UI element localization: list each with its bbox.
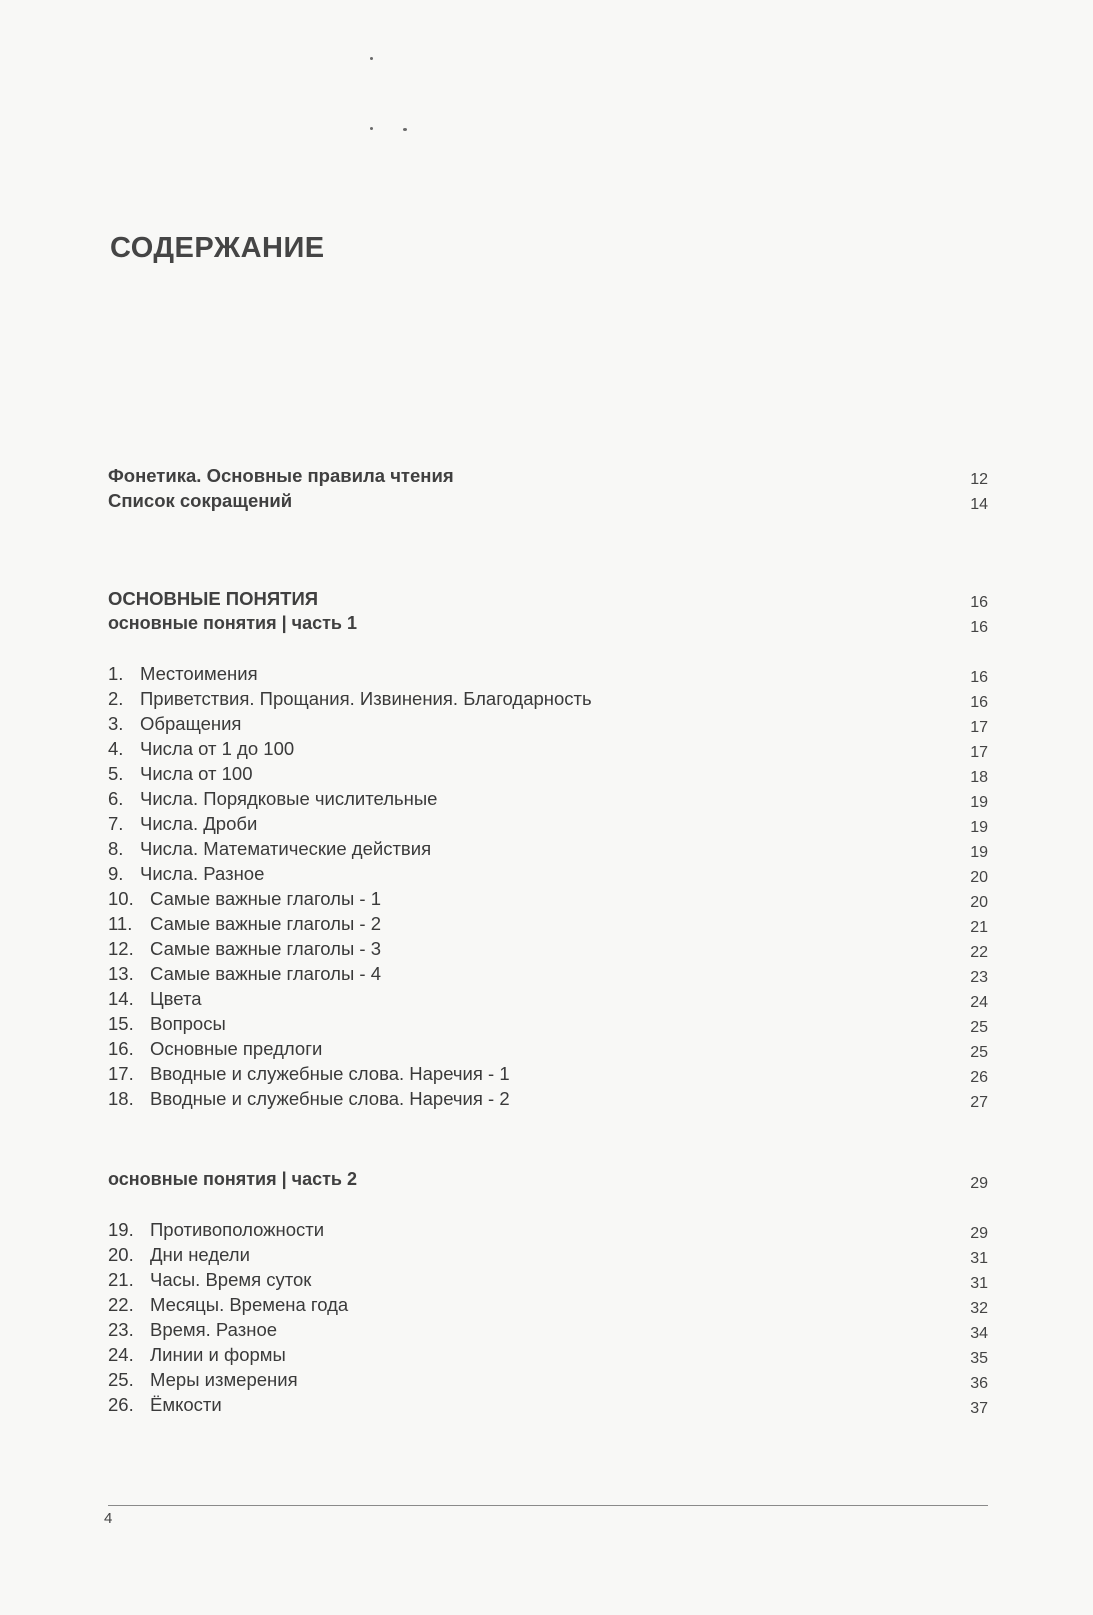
toc-entry-page: 21 bbox=[970, 919, 988, 936]
toc-entry bbox=[108, 1267, 988, 1292]
toc-entry-number: 17. bbox=[108, 1063, 134, 1084]
part-heading-title: основные понятия | часть 2 bbox=[108, 1169, 357, 1189]
toc-entry-number: 23. bbox=[108, 1319, 134, 1340]
toc-entry-title: Числа. Дроби bbox=[140, 813, 258, 834]
toc-entry-page: 20 bbox=[970, 869, 988, 886]
toc-entry bbox=[108, 488, 988, 513]
toc-entry-number: 3. bbox=[108, 713, 124, 734]
toc-entry bbox=[108, 736, 988, 761]
section-heading bbox=[108, 586, 988, 611]
toc-entry-title: Основные предлоги bbox=[150, 1038, 323, 1059]
toc-entry-page: 14 bbox=[970, 496, 988, 513]
toc-entry-number: 25. bbox=[108, 1369, 134, 1390]
toc-entry-page: 19 bbox=[970, 819, 988, 836]
toc-entry bbox=[108, 836, 988, 861]
toc-entry-title: Фонетика. Основные правила чтения bbox=[108, 465, 454, 486]
toc-entry-number: 10. bbox=[108, 888, 134, 909]
toc-intro bbox=[108, 463, 988, 513]
toc-entry bbox=[108, 1367, 988, 1392]
toc-entry bbox=[108, 686, 988, 711]
toc-entry-title: Противоположности bbox=[150, 1219, 325, 1240]
toc-entry bbox=[108, 711, 988, 736]
toc-entry-page: 36 bbox=[970, 1375, 988, 1392]
toc-entry-number: 7. bbox=[108, 813, 124, 834]
footer-divider bbox=[108, 1505, 988, 1506]
toc-entry-page: 34 bbox=[970, 1325, 988, 1342]
page-title: СОДЕРЖАНИЕ bbox=[110, 232, 325, 264]
toc-entry bbox=[108, 1317, 988, 1342]
toc-entry bbox=[108, 1086, 988, 1111]
toc-entry-title: Линии и формы bbox=[150, 1344, 286, 1365]
toc-entry bbox=[108, 861, 988, 886]
toc-entry-title: Самые важные глаголы - 3 bbox=[150, 938, 381, 959]
toc-entry-number: 12. bbox=[108, 938, 134, 959]
toc-entry-page: 19 bbox=[970, 844, 988, 861]
toc-entry-title: Вводные и служебные слова. Наречия - 1 bbox=[150, 1063, 510, 1084]
toc-entry-page: 25 bbox=[970, 1044, 988, 1061]
toc-entry-title: Вводные и служебные слова. Наречия - 2 bbox=[150, 1088, 510, 1109]
toc-entry-title: Меры измерения bbox=[150, 1369, 298, 1390]
toc-entry-title: Список сокращений bbox=[108, 490, 293, 511]
toc-entry-number: 22. bbox=[108, 1294, 134, 1315]
toc-entry bbox=[108, 1392, 988, 1417]
toc-entry-number: 9. bbox=[108, 863, 124, 884]
toc-entry-number: 21. bbox=[108, 1269, 134, 1290]
part-heading bbox=[108, 1167, 988, 1192]
toc-entry-page: 29 bbox=[970, 1225, 988, 1242]
toc-entry-page: 16 bbox=[970, 669, 988, 686]
scan-speck bbox=[370, 127, 373, 130]
toc-entry bbox=[108, 1011, 988, 1036]
toc-entry-page: 16 bbox=[970, 694, 988, 711]
part-heading-page: 29 bbox=[970, 1175, 988, 1192]
toc-entry-title: Числа. Математические действия bbox=[140, 838, 432, 859]
toc-entry-number: 20. bbox=[108, 1244, 134, 1265]
toc-entry-page: 19 bbox=[970, 794, 988, 811]
toc-entry-page: 18 bbox=[970, 769, 988, 786]
toc-entry-title: Цвета bbox=[150, 988, 202, 1009]
toc-section bbox=[108, 586, 988, 636]
toc-entry bbox=[108, 1217, 988, 1242]
toc-entry-title: Приветствия. Прощания. Извинения. Благодарность bbox=[140, 688, 592, 709]
section-heading-title: ОСНОВНЫЕ ПОНЯТИЯ bbox=[108, 588, 319, 609]
toc-entry bbox=[108, 661, 988, 686]
toc-part1-list bbox=[108, 661, 988, 1111]
toc-entry bbox=[108, 1242, 988, 1267]
toc-entry bbox=[108, 986, 988, 1011]
toc-entry bbox=[108, 936, 988, 961]
scan-speck bbox=[403, 128, 407, 131]
toc-entry-page: 22 bbox=[970, 944, 988, 961]
toc-entry bbox=[108, 811, 988, 836]
toc-entry-number: 14. bbox=[108, 988, 134, 1009]
toc-entry-title: Время. Разное bbox=[150, 1319, 278, 1340]
toc-entry-page: 31 bbox=[970, 1275, 988, 1292]
toc-part2 bbox=[108, 1167, 988, 1192]
toc-entry-title: Числа от 1 до 100 bbox=[140, 738, 295, 759]
toc-entry-number: 24. bbox=[108, 1344, 134, 1365]
toc-entry-number: 1. bbox=[108, 663, 124, 684]
part-heading-title: основные понятия | часть 1 bbox=[108, 613, 357, 633]
toc-entry-number: 16. bbox=[108, 1038, 134, 1059]
toc-entry-page: 20 bbox=[970, 894, 988, 911]
toc-entry-number: 13. bbox=[108, 963, 134, 984]
toc-entry bbox=[108, 1036, 988, 1061]
toc-entry-number: 4. bbox=[108, 738, 124, 759]
toc-entry-title: Числа. Порядковые числительные bbox=[140, 788, 438, 809]
toc-entry bbox=[108, 886, 988, 911]
toc-entry-number: 26. bbox=[108, 1394, 134, 1415]
toc-entry-title: Ёмкости bbox=[150, 1394, 222, 1415]
toc-entry-number: 2. bbox=[108, 688, 124, 709]
toc-entry bbox=[108, 761, 988, 786]
toc-entry bbox=[108, 463, 988, 488]
toc-entry-title: Обращения bbox=[140, 713, 242, 734]
toc-entry-page: 35 bbox=[970, 1350, 988, 1367]
toc-entry-page: 23 bbox=[970, 969, 988, 986]
toc-entry bbox=[108, 786, 988, 811]
toc-entry-title: Числа. Разное bbox=[140, 863, 265, 884]
toc-entry-title: Самые важные глаголы - 1 bbox=[150, 888, 381, 909]
toc-entry-title: Самые важные глаголы - 2 bbox=[150, 913, 381, 934]
toc-entry-title: Самые важные глаголы - 4 bbox=[150, 963, 381, 984]
toc-entry-number: 15. bbox=[108, 1013, 134, 1034]
toc-entry-title: Местоимения bbox=[140, 663, 258, 684]
toc-entry-page: 32 bbox=[970, 1300, 988, 1317]
toc-entry-page: 17 bbox=[970, 744, 988, 761]
toc-entry-title: Числа от 100 bbox=[140, 763, 253, 784]
toc-entry bbox=[108, 911, 988, 936]
page-number: 4 bbox=[104, 1510, 113, 1527]
toc-entry-title: Вопросы bbox=[150, 1013, 226, 1034]
scan-speck bbox=[370, 57, 373, 60]
toc-entry-page: 27 bbox=[970, 1094, 988, 1111]
toc-entry-page: 24 bbox=[970, 994, 988, 1011]
toc-entry-page: 37 bbox=[970, 1400, 988, 1417]
toc-entry-number: 8. bbox=[108, 838, 124, 859]
toc-entry-number: 11. bbox=[108, 913, 133, 934]
toc-entry-page: 31 bbox=[970, 1250, 988, 1267]
toc-entry-title: Месяцы. Времена года bbox=[150, 1294, 349, 1315]
section-heading-page: 16 bbox=[970, 594, 988, 611]
toc-entry-title: Дни недели bbox=[150, 1244, 250, 1265]
part-heading bbox=[108, 611, 988, 636]
toc-entry bbox=[108, 1061, 988, 1086]
toc-entry-page: 25 bbox=[970, 1019, 988, 1036]
toc-entry-number: 5. bbox=[108, 763, 124, 784]
toc-entry bbox=[108, 1342, 988, 1367]
toc-entry-number: 18. bbox=[108, 1088, 134, 1109]
toc-entry bbox=[108, 961, 988, 986]
toc-entry-number: 6. bbox=[108, 788, 124, 809]
part-heading-page: 16 bbox=[970, 619, 988, 636]
toc-entry-title: Часы. Время суток bbox=[150, 1269, 312, 1290]
toc-entry-page: 12 bbox=[970, 471, 988, 488]
toc-entry-page: 17 bbox=[970, 719, 988, 736]
toc-entry-page: 26 bbox=[970, 1069, 988, 1086]
toc-entry bbox=[108, 1292, 988, 1317]
toc-entry-number: 19. bbox=[108, 1219, 134, 1240]
toc-part2-list bbox=[108, 1217, 988, 1417]
